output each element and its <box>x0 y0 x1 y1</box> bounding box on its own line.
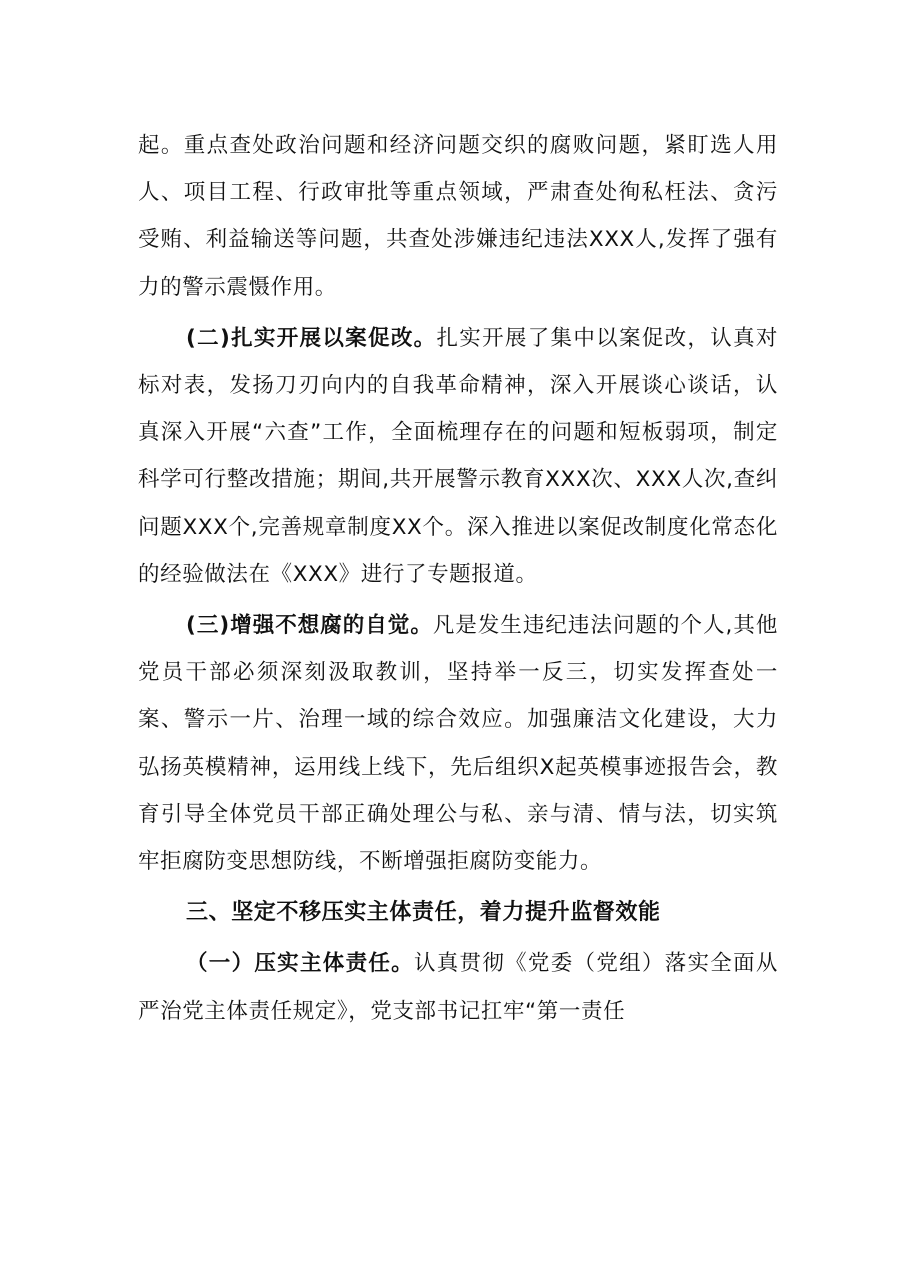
paragraph-investigation <box>138 122 778 311</box>
paragraph-lead: (二)扎实开展以案促改。 <box>186 325 437 351</box>
paragraph-lead: （一）压实主体责任。 <box>186 951 414 977</box>
paragraph-main-responsibility <box>138 940 778 1034</box>
paragraph-text: 起。重点查处政治问题和经济问题交织的腐败问题，紧盯选人用人、项目工程、行政审批等重点领域，严肃查处徇私枉法、贪污受贿、利益输送等问题，共查处涉嫌违纪违法XXX人,发挥了强有力的警示震慑作用。 <box>138 133 778 300</box>
paragraph-text: 凡是发生违纪违法问题的个人,其他党员干部必须深刻汲取教训，坚持举一反三，切实发挥查处一案、警示一片、治理一域的综合效应。加强廉洁文化建设，大力弘扬英模精神，运用线上线下，先后组织X起英模事迹报告会，教育引导全体党员干部正确处理公与私、亲与清、情与法，切实筑牢拒腐防变思想防线，不断增强拒腐防变能力。 <box>138 613 779 875</box>
document-body <box>138 122 778 1035</box>
section-heading: 三、坚定不移压实主体责任，着力提升监督效能 <box>186 900 661 926</box>
paragraph-text: 扎实开展了集中以案促改，认真对标对表，发扬刀刃向内的自我革命精神，深入开展谈心谈话，认真深入开展“六查”工作，全面梳理存在的问题和短板弱项，制定科学可行整改措施；期间,共开展警示教育XXX次、XXX人次,查纠问题XXX个,完善规章制度XX个。深入推进以案促改制度化常态化的经验做法在《XXX》进行了专题报道。 <box>138 325 778 587</box>
paragraph-text: 认真贯彻《党委（党组）落实全面从严治党主体责任规定》，党支部书记扛牢“第一责任 <box>138 951 778 1024</box>
paragraph-case-reform <box>138 315 778 598</box>
paragraph-lead: (三)增强不想腐的自觉。 <box>186 613 433 639</box>
paragraph-self-awareness <box>138 602 778 885</box>
